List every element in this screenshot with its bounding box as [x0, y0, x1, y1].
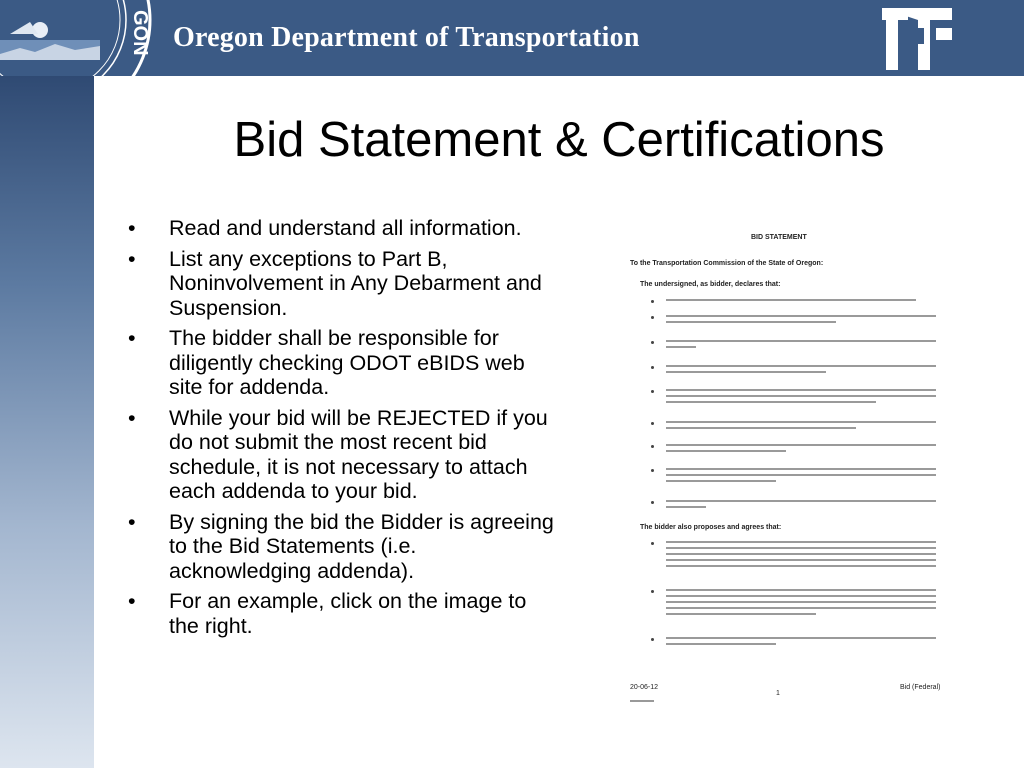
doc-bullet-dot	[651, 390, 654, 393]
doc-bullet-dot	[651, 366, 654, 369]
doc-bullet-dot	[651, 469, 654, 472]
doc-paragraph	[666, 468, 936, 486]
doc-paragraph	[666, 500, 936, 512]
bullet-text: While your bid will be REJECTED if you do not submit the most recent bid schedule, it is not necessary to attach each addenda to your bid.	[169, 405, 548, 503]
doc-paragraph	[666, 315, 936, 327]
bullet-list	[128, 216, 558, 644]
bullet-glyph: •	[128, 246, 136, 271]
bullet-glyph: •	[128, 326, 136, 350]
bullet-item	[128, 510, 558, 584]
doc-paragraph	[666, 589, 936, 619]
side-gradient-strip	[0, 76, 94, 768]
odot-logo-icon	[878, 4, 956, 74]
seal-lettering: GON	[129, 10, 151, 56]
doc-footer-scribble	[630, 700, 654, 702]
slide-title: Bid Statement & Certifications	[233, 113, 885, 167]
oregon-state-seal-icon	[0, 0, 158, 76]
doc-declares-line: The undersigned, as bidder, declares that:	[640, 281, 781, 288]
doc-bullet-dot	[651, 422, 654, 425]
bullet-item	[128, 326, 558, 400]
doc-bullet-dot	[651, 501, 654, 504]
doc-footer-page: 1	[776, 690, 780, 697]
doc-paragraph	[666, 365, 936, 377]
doc-bullet-dot	[651, 300, 654, 303]
doc-heading: BID STATEMENT	[751, 234, 807, 241]
bullet-glyph: •	[128, 216, 136, 240]
doc-bullet-dot	[651, 316, 654, 319]
bullet-item	[128, 216, 558, 241]
bullet-glyph: •	[128, 509, 136, 534]
doc-paragraph	[666, 340, 936, 352]
doc-bullet-dot	[651, 341, 654, 344]
bullet-text: Read and understand all information.	[169, 216, 522, 240]
doc-paragraph	[666, 299, 936, 305]
bullet-item	[128, 247, 558, 321]
bid-statement-document-thumbnail[interactable]	[610, 224, 946, 708]
doc-bullet-dot	[651, 445, 654, 448]
doc-footer-left: 20-06-12	[630, 684, 659, 691]
bullet-glyph: •	[128, 405, 136, 430]
doc-proposes-line: The bidder also proposes and agrees that:	[640, 524, 782, 531]
doc-paragraph	[666, 444, 936, 456]
doc-paragraph	[666, 637, 936, 649]
bullet-glyph: •	[128, 589, 136, 613]
bullet-text: By signing the bid the Bidder is agreeing to the Bid Statements (i.e. acknowledging addenda).	[169, 509, 554, 583]
doc-bullet-dot	[651, 542, 654, 545]
doc-paragraph	[666, 389, 936, 407]
bullet-item	[128, 406, 558, 504]
doc-paragraph	[666, 421, 936, 433]
doc-paragraph	[666, 541, 936, 571]
agency-name: Oregon Department of Transportation	[173, 22, 640, 53]
doc-bullet-dot	[651, 638, 654, 641]
bullet-text: List any exceptions to Part B, Noninvolvement in Any Debarment and Suspension.	[169, 246, 542, 320]
bullet-text: The bidder shall be responsible for diligently checking ODOT eBIDS web site for addenda.	[169, 326, 525, 399]
doc-footer-right: Bid (Federal)	[900, 684, 941, 691]
bullet-item	[128, 589, 558, 638]
doc-to-line: To the Transportation Commission of the State of Oregon:	[630, 260, 824, 267]
doc-bullet-dot	[651, 590, 654, 593]
header-bar	[0, 0, 1024, 76]
bullet-text: For an example, click on the image to the right.	[169, 589, 527, 638]
